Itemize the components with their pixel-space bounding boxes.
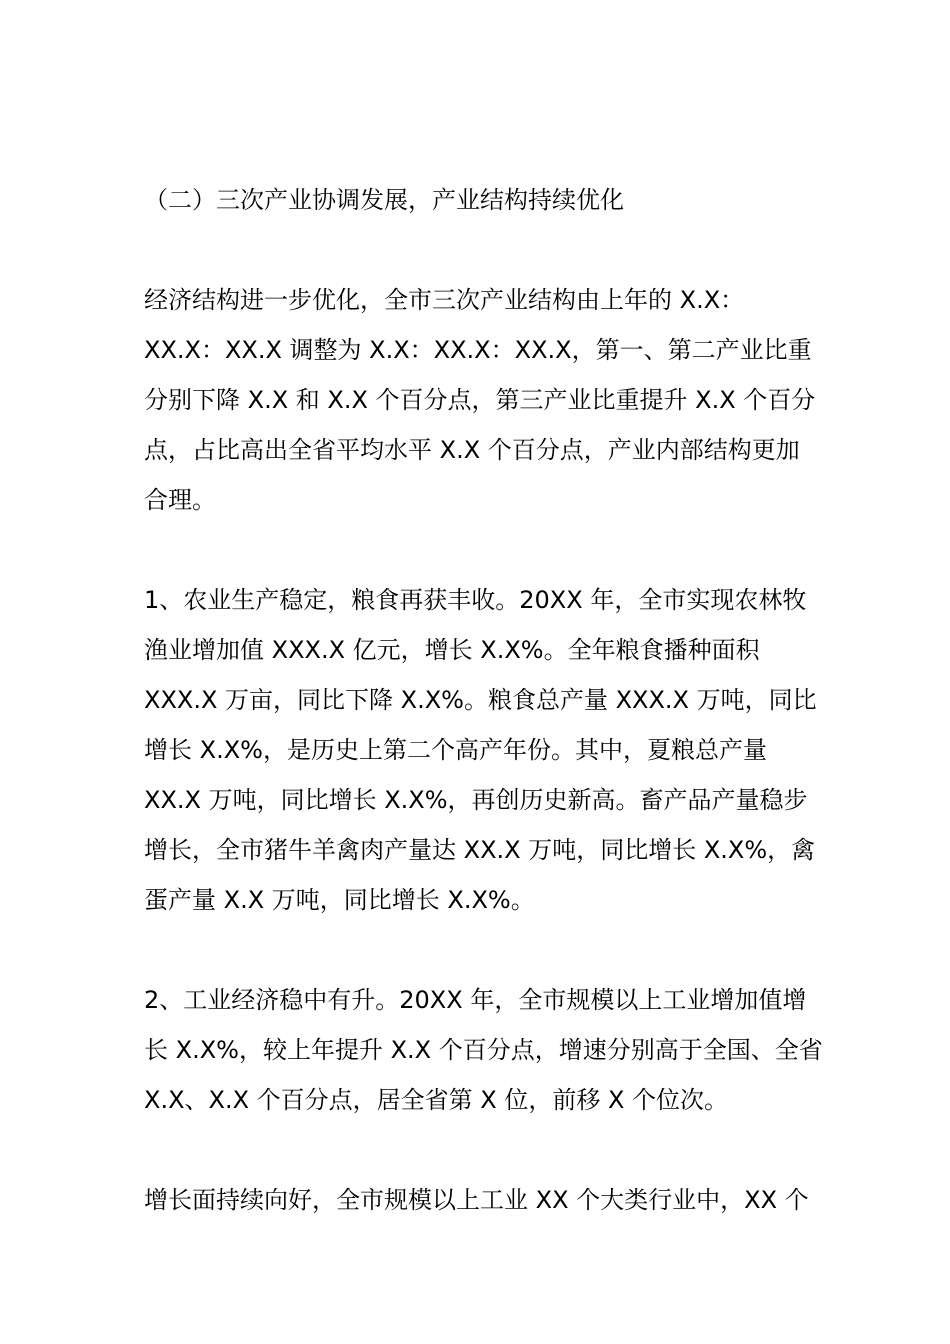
paragraph-line: 点，占比高出全省平均水平 X.X 个百分点，产业内部结构更加: [144, 436, 800, 464]
paragraph-line: 增长，全市猪牛羊禽肉产量达 XX.X 万吨，同比增长 X.X%，禽: [144, 836, 816, 864]
paragraph-line: 渔业增加值 XXX.X 亿元，增长 X.X%。全年粮食播种面积: [144, 636, 760, 664]
paragraph-line: XXX.X 万亩，同比下降 X.X%。粮食总产量 XXX.X 万吨，同比: [144, 686, 817, 714]
paragraph-line: 分别下降 X.X 和 X.X 个百分点，第三产业比重提升 X.X 个百分: [144, 386, 816, 414]
paragraph-line: 经济结构进一步优化，全市三次产业结构由上年的 X.X：: [144, 286, 745, 314]
paragraph-line: 增长 X.X%，是历史上第二个高产年份。其中，夏粮总产量: [144, 736, 767, 764]
paragraph-line: 1、农业生产稳定，粮食再获丰收。20XX 年，全市实现农林牧: [144, 586, 807, 614]
paragraph-line: 2、工业经济稳中有升。20XX 年，全市规模以上工业增加值增: [144, 986, 807, 1014]
paragraph-line: 长 X.X%，较上年提升 X.X 个百分点，增速分别高于全国、全省: [144, 1036, 823, 1064]
paragraph-line: 增长面持续向好，全市规模以上工业 XX 个大类行业中，XX 个: [144, 1186, 809, 1214]
paragraph-line: XX.X 万吨，同比增长 X.X%，再创历史新高。畜产品产量稳步: [144, 786, 808, 814]
paragraph-line: 合理。: [144, 486, 216, 514]
paragraph-line: XX.X：XX.X 调整为 X.X：XX.X：XX.X，第一、第二产业比重: [144, 336, 812, 364]
section-heading: （二）三次产业协调发展，产业结构持续优化: [144, 186, 624, 214]
paragraph-line: X.X、X.X 个百分点，居全省第 X 位，前移 X 个位次。: [144, 1086, 729, 1114]
paragraph-line: 蛋产量 X.X 万吨，同比增长 X.X%。: [144, 886, 535, 914]
